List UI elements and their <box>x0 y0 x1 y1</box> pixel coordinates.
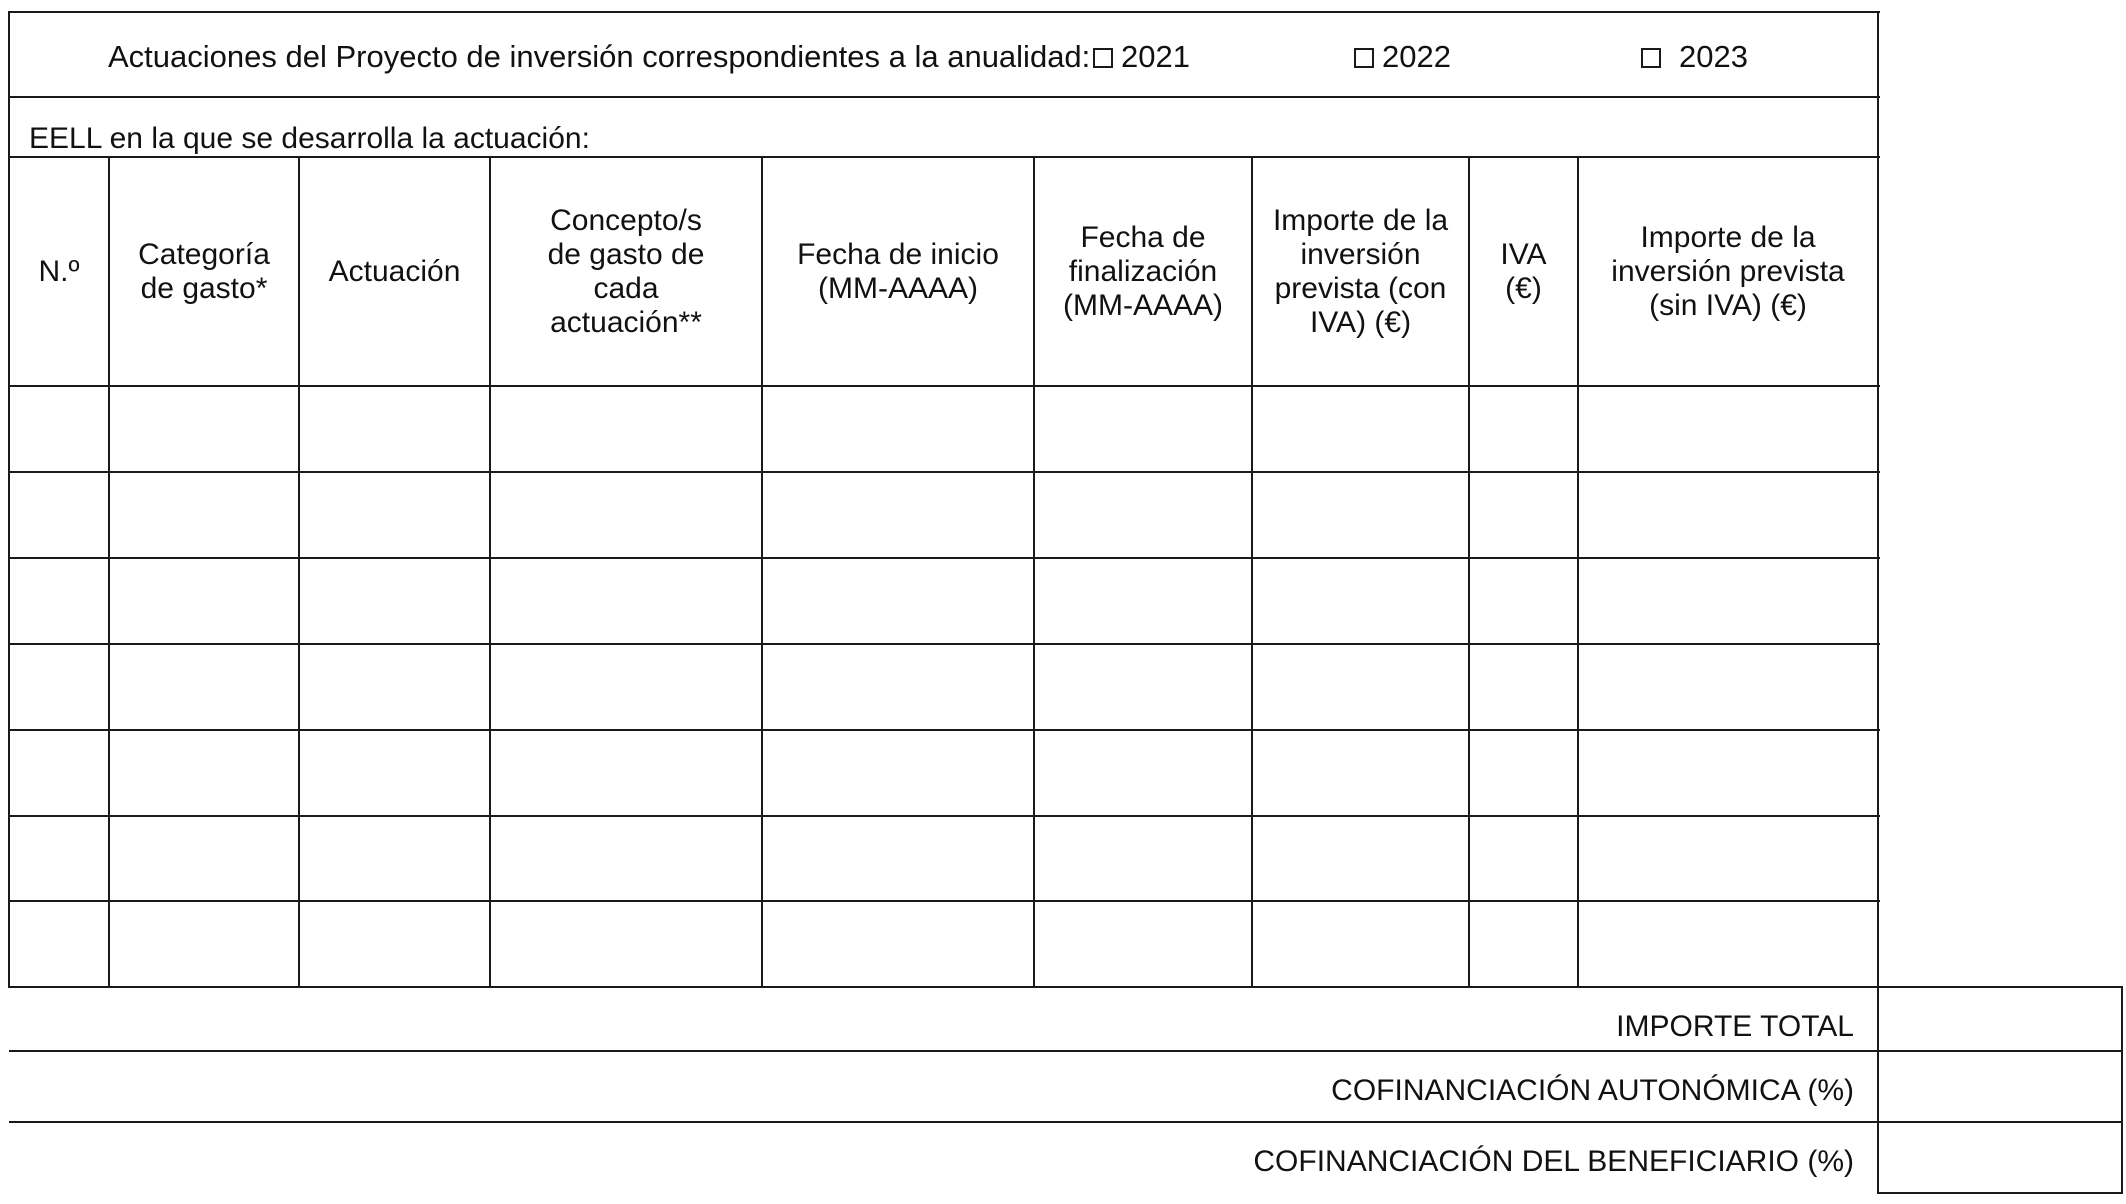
header-categoria-gasto: Categoría de gasto* <box>138 237 270 305</box>
table-cell[interactable] <box>300 645 489 729</box>
table-cell[interactable] <box>491 387 761 471</box>
table-cell[interactable] <box>1035 902 1251 984</box>
summary-value-cofinanciacion-autonomica[interactable] <box>1880 1052 2124 1121</box>
table-cell[interactable] <box>110 559 298 643</box>
table-cell[interactable] <box>1579 902 1875 984</box>
table-cell[interactable] <box>300 473 489 557</box>
year-label-2022: 2022 <box>1382 39 1451 74</box>
table-cell[interactable] <box>110 387 298 471</box>
table-cell[interactable] <box>1253 731 1468 815</box>
entity-field[interactable] <box>620 98 1876 156</box>
summary-value-bottom-border <box>1878 1192 2123 1194</box>
summary-label-importe-total: IMPORTE TOTAL <box>1616 1010 1854 1043</box>
table-cell[interactable] <box>491 645 761 729</box>
summary-label-cofinanciacion-beneficiario: COFINANCIACIÓN DEL BENEFICIARIO (%) <box>1253 1145 1854 1178</box>
table-cell[interactable] <box>1253 645 1468 729</box>
table-cell[interactable] <box>1253 902 1468 984</box>
summary-value-importe-total[interactable] <box>1880 988 2124 1050</box>
year-label-2021: 2021 <box>1121 39 1190 74</box>
table-cell[interactable] <box>1035 645 1251 729</box>
annuity-prompt-text: Actuaciones del Proyecto de inversión correspondientes a la anualidad: <box>108 39 1091 74</box>
table-cell[interactable] <box>10 817 108 900</box>
table-cell[interactable] <box>1253 387 1468 471</box>
header-fecha-inicio: Fecha de inicio (MM-AAAA) <box>797 237 999 305</box>
table-cell[interactable] <box>491 902 761 984</box>
table-cell[interactable] <box>10 731 108 815</box>
table-cell[interactable] <box>1470 387 1577 471</box>
table-cell[interactable] <box>1579 817 1875 900</box>
table-cell[interactable] <box>1470 817 1577 900</box>
table-cell[interactable] <box>110 645 298 729</box>
table-cell[interactable] <box>1470 559 1577 643</box>
checkbox-2021[interactable] <box>1093 48 1113 68</box>
checkbox-2023[interactable] <box>1641 48 1661 68</box>
table-cell[interactable] <box>300 817 489 900</box>
table-cell[interactable] <box>1579 559 1875 643</box>
year-label-2023: 2023 <box>1679 39 1748 74</box>
table-cell[interactable] <box>763 387 1033 471</box>
table-cell[interactable] <box>300 731 489 815</box>
table-cell[interactable] <box>10 902 108 984</box>
table-cell[interactable] <box>491 731 761 815</box>
table-cell[interactable] <box>763 473 1033 557</box>
header-concepto-gasto: Concepto/s de gasto de cada actuación** <box>547 203 705 339</box>
table-cell[interactable] <box>300 559 489 643</box>
annuity-prompt <box>108 41 1090 72</box>
table-cell[interactable] <box>300 387 489 471</box>
table-cell[interactable] <box>10 387 108 471</box>
table-cell[interactable] <box>763 645 1033 729</box>
year-option-2021[interactable] <box>1093 41 1190 72</box>
table-cell[interactable] <box>1035 473 1251 557</box>
table-cell[interactable] <box>10 559 108 643</box>
table-cell[interactable] <box>491 473 761 557</box>
header-iva: IVA (€) <box>1500 237 1547 305</box>
header-importe-sin-iva: Importe de la inversión prevista (sin IVA) (€) <box>1611 220 1845 322</box>
table-cell[interactable] <box>110 817 298 900</box>
table-cell[interactable] <box>1035 387 1251 471</box>
table-cell[interactable] <box>1579 473 1875 557</box>
summary-label-cofinanciacion-autonomica: COFINANCIACIÓN AUTONÓMICA (%) <box>1331 1074 1854 1107</box>
table-cell[interactable] <box>1579 731 1875 815</box>
table-cell[interactable] <box>1579 645 1875 729</box>
table-cell[interactable] <box>10 473 108 557</box>
checkbox-2022[interactable] <box>1354 48 1374 68</box>
table-cell[interactable] <box>110 902 298 984</box>
table-cell[interactable] <box>1470 731 1577 815</box>
table-cell[interactable] <box>300 902 489 984</box>
table-cell[interactable] <box>10 645 108 729</box>
table-cell[interactable] <box>491 559 761 643</box>
table-cell[interactable] <box>1035 817 1251 900</box>
table-cell[interactable] <box>1253 473 1468 557</box>
frame-top-border <box>9 11 1880 13</box>
table-cell[interactable] <box>1470 645 1577 729</box>
header-importe-con-iva: Importe de la inversión prevista (con IVA) (€) <box>1272 203 1449 339</box>
summary-separator <box>9 1121 2123 1123</box>
frame-right-border <box>1877 11 1879 1194</box>
summary-value-cofinanciacion-beneficiario[interactable] <box>1880 1123 2124 1192</box>
year-option-2023[interactable] <box>1641 41 1748 72</box>
table-cell[interactable] <box>1470 902 1577 984</box>
header-fecha-finalizacion: Fecha de finalización (MM-AAAA) <box>1063 220 1223 322</box>
table-cell[interactable] <box>110 473 298 557</box>
header-actuacion: Actuación <box>328 254 461 288</box>
header-numero: N.º <box>38 254 80 288</box>
table-cell[interactable] <box>110 731 298 815</box>
year-option-2022[interactable] <box>1354 41 1451 72</box>
table-cell[interactable] <box>1579 387 1875 471</box>
table-cell[interactable] <box>1035 731 1251 815</box>
table-cell[interactable] <box>491 817 761 900</box>
table-cell[interactable] <box>763 559 1033 643</box>
table-bottom-border <box>9 986 2123 988</box>
summary-separator <box>9 1050 2123 1052</box>
table-cell[interactable] <box>763 817 1033 900</box>
entity-label: EELL en la que se desarrolla la actuación: <box>29 122 590 155</box>
table-cell[interactable] <box>1470 473 1577 557</box>
table-cell[interactable] <box>1253 817 1468 900</box>
table-cell[interactable] <box>763 902 1033 984</box>
table-cell[interactable] <box>1253 559 1468 643</box>
table-cell[interactable] <box>763 731 1033 815</box>
table-cell[interactable] <box>1035 559 1251 643</box>
